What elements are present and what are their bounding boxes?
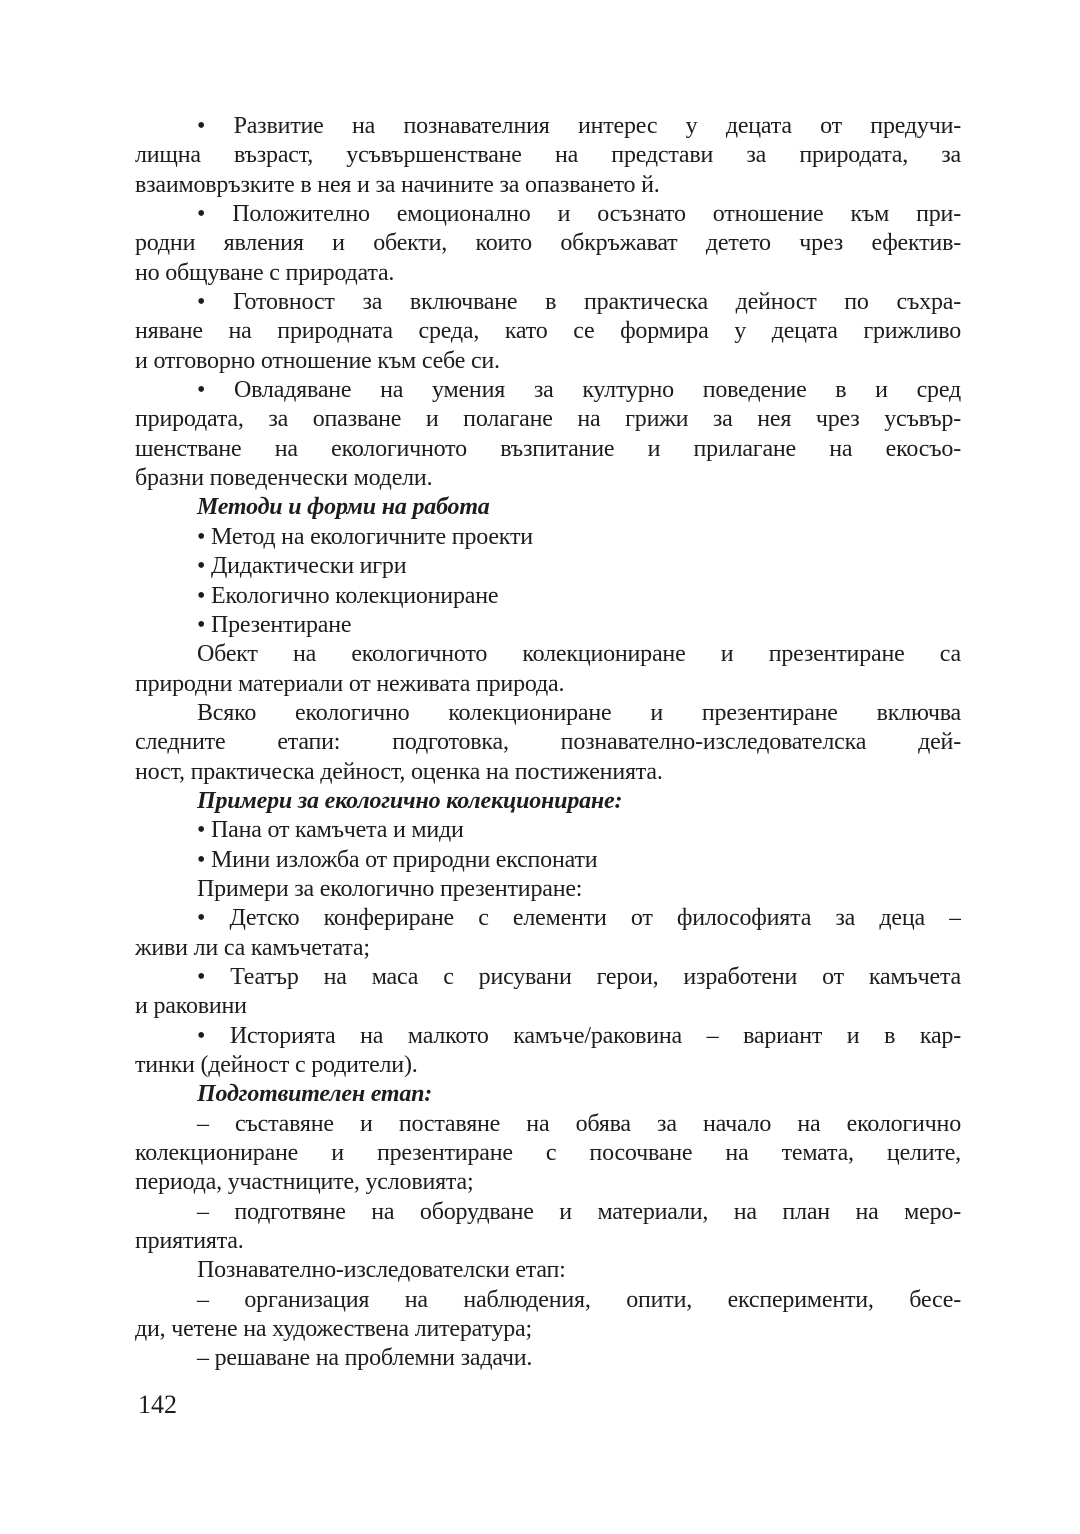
section-heading: Подготвителен етап: [197,1081,433,1108]
text-line: – съставяне и поставяне на обява за начало на екологично [197,1110,961,1137]
text-line: – решаване на проблемни задачи. [197,1345,533,1372]
text-line: • Дидактически игри [197,553,407,580]
text-line: • Театър на маса с рисувани герои, изработени от камъчета [197,963,961,990]
text-line: • Мини изложба от природни експонати [197,846,598,873]
text-line: приятията. [135,1228,244,1255]
text-line: родни явления и обекти, които обкръжават детето чрез ефектив- [135,230,961,257]
text-line: • Екологично колекциониране [197,582,499,609]
text-line: • Готовност за включване в практическа дейност по съхра- [197,289,961,316]
text-line: Всяко екологично колекциониране и презентиране включва [197,699,961,726]
text-line: • Презентиране [197,611,352,638]
text-line: Познавателно-изследователски етап: [197,1257,566,1284]
text-line: • Историята на малкото камъче/раковина – вариант и в кар- [197,1022,961,1049]
page-text [135,112,961,1374]
text-line: лищна възраст, усъвършенстване на представи за природата, за [135,142,961,169]
text-line: – подготвяне на оборудване и материали, на план на меро- [197,1198,961,1225]
text-line: и отговорно отношение към себе си. [135,347,500,374]
text-line: • Детско конфериране с елементи от философията за деца – [197,905,961,932]
text-line: колекциониране и презентиране с посочване на темата, целите, [135,1140,961,1167]
text-line: тинки (дейност с родители). [135,1052,418,1078]
text-line: взаимовръзките в нея и за начините за опазването й. [135,171,660,198]
text-line: и раковини [135,993,247,1020]
page-number: 142 [138,1390,177,1419]
text-line: но общуване с природата. [135,259,395,286]
text-line: следните етапи: подготовка, познавателно-изследователска дей- [135,729,961,756]
text-line: ди, четене на художествена литература; [135,1316,532,1343]
text-line: бразни поведенчески модели. [135,465,433,492]
text-line: периода, участниците, условията; [135,1169,474,1196]
text-line: • Метод на екологичните проекти [197,523,533,550]
text-line: природни материали от неживата природа. [135,670,565,697]
text-line: • Положително емоционално и осъзнато отношение към при- [197,201,961,228]
text-line: ност, практическа дейност, оценка на постиженията. [135,758,663,785]
section-heading: Примери за екологично колекциониране: [197,787,623,814]
text-line: • Пана от камъчета и миди [197,817,464,844]
text-line: • Овладяване на умения за културно поведение в и сред [197,377,961,404]
text-line: – организация на наблюдения, опити, експерименти, бесе- [197,1286,961,1313]
text-line: няване на природната среда, като се формира у децата грижливо [135,318,961,345]
text-line: природата, за опазване и полагане на грижи за нея чрез усъвър- [135,406,961,433]
text-line: Примери за екологично презентиране: [197,875,583,902]
section-heading: Методи и форми на работа [197,494,490,521]
text-line: • Развитие на познавателния интерес у децата от предучи- [197,113,961,139]
text-line: Обект на екологичното колекциониране и презентиране са [197,641,961,668]
text-line: живи ли са камъчетата; [135,934,370,961]
text-line: шенстване на екологичното възпитание и прилагане на екосъо- [135,435,961,462]
